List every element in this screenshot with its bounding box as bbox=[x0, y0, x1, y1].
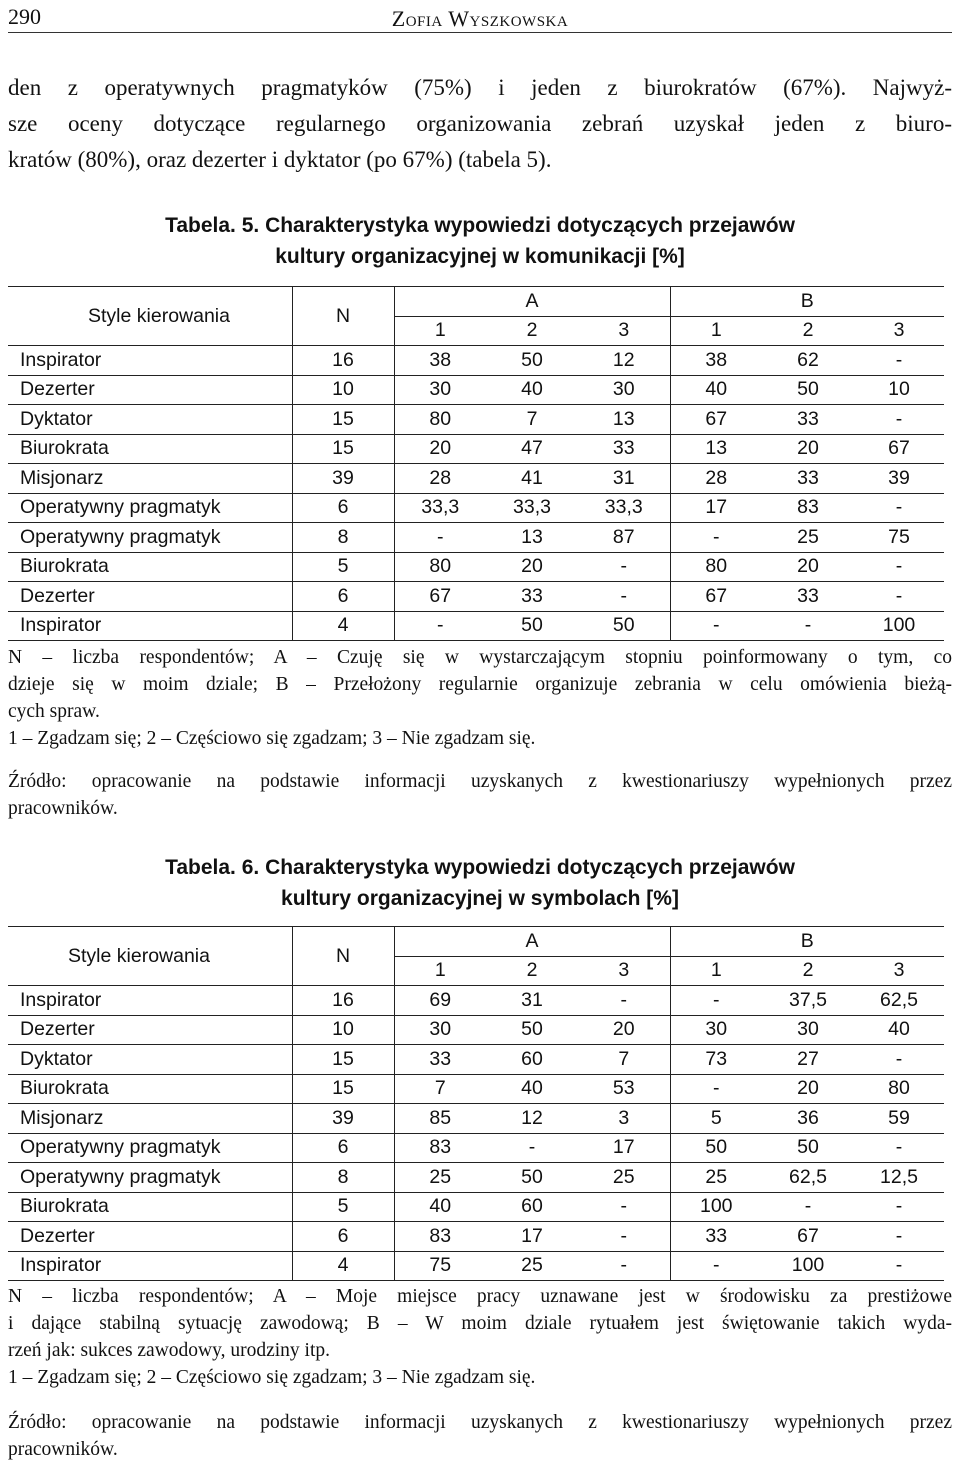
table6 bbox=[8, 926, 944, 1281]
row-cell-value: 30 bbox=[670, 1015, 762, 1045]
table6-sub: 3 bbox=[854, 956, 944, 986]
row-n-value: 8 bbox=[292, 523, 394, 553]
table6-source-line: Źródło: opracowanie na podstawie informacji uzyskanych z kwestionariuszy wypełnionych przez bbox=[8, 1412, 952, 1433]
row-cell-value: 3 bbox=[578, 1104, 670, 1134]
row-style-name: Misjonarz bbox=[8, 464, 292, 494]
row-cell-value: 53 bbox=[578, 1074, 670, 1104]
table6-caption-label: Tabela. 6. bbox=[165, 856, 260, 879]
table6-legend-line: rzeń jak: sukces zawodowy, urodziny itp. bbox=[8, 1340, 331, 1361]
row-cell-value: 40 bbox=[486, 375, 578, 405]
table6-sub: 1 bbox=[670, 956, 762, 986]
row-cell-value: 80 bbox=[670, 552, 762, 582]
row-style-name: Dezerter bbox=[8, 1222, 292, 1252]
row-cell-value: - bbox=[578, 582, 670, 612]
row-cell-value: 30 bbox=[578, 375, 670, 405]
row-cell-value: 13 bbox=[670, 434, 762, 464]
table-row bbox=[8, 611, 944, 641]
row-cell-value: 100 bbox=[854, 611, 944, 641]
row-cell-value: 67 bbox=[394, 582, 486, 612]
row-style-name: Dyktator bbox=[8, 405, 292, 435]
row-cell-value: 100 bbox=[762, 1251, 854, 1281]
table5-sub: 3 bbox=[854, 316, 944, 346]
table6-source bbox=[8, 1409, 952, 1463]
table5-caption-label: Tabela. 5. bbox=[165, 214, 260, 237]
row-cell-value: 50 bbox=[486, 1015, 578, 1045]
table-row bbox=[8, 552, 944, 582]
table5-caption-title: Charakterystyka wypowiedzi dotyczących przejawów bbox=[265, 214, 795, 237]
row-cell-value: 25 bbox=[486, 1251, 578, 1281]
row-cell-value: 30 bbox=[762, 1015, 854, 1045]
table5-sub: 3 bbox=[578, 316, 670, 346]
row-cell-value: 30 bbox=[394, 1015, 486, 1045]
row-cell-value: - bbox=[670, 986, 762, 1016]
row-cell-value: - bbox=[486, 1133, 578, 1163]
row-n-value: 10 bbox=[292, 375, 394, 405]
intro-line: den z operatywnych pragmatyków (75%) i jeden z biurokratów (67%). Najwyż- bbox=[8, 75, 952, 100]
row-cell-value: 25 bbox=[394, 1163, 486, 1193]
row-cell-value: - bbox=[854, 582, 944, 612]
table-row bbox=[8, 1015, 944, 1045]
row-cell-value: 50 bbox=[762, 1133, 854, 1163]
row-cell-value: 20 bbox=[762, 552, 854, 582]
row-n-value: 6 bbox=[292, 582, 394, 612]
table-row bbox=[8, 1074, 944, 1104]
row-style-name: Operatywny pragmatyk bbox=[8, 493, 292, 523]
table6-source-line: pracowników. bbox=[8, 1439, 118, 1460]
row-n-value: 6 bbox=[292, 493, 394, 523]
table-row bbox=[8, 464, 944, 494]
page-number: 290 bbox=[8, 4, 41, 29]
row-cell-value: - bbox=[394, 611, 486, 641]
table6-header-row bbox=[8, 927, 944, 957]
row-cell-value: 10 bbox=[854, 375, 944, 405]
row-cell-value: - bbox=[670, 523, 762, 553]
row-cell-value: 67 bbox=[762, 1222, 854, 1252]
row-cell-value: - bbox=[854, 1133, 944, 1163]
row-cell-value: 40 bbox=[854, 1015, 944, 1045]
table5-legend-line: dzieje się w moim dziale; B – Przełożony regularnie organizuje zebrania w celu omówienia bieżą- bbox=[8, 674, 952, 695]
row-cell-value: - bbox=[854, 493, 944, 523]
row-cell-value: 67 bbox=[854, 434, 944, 464]
row-cell-value: - bbox=[578, 1222, 670, 1252]
table6-sub: 1 bbox=[394, 956, 486, 986]
row-cell-value: 7 bbox=[394, 1074, 486, 1104]
row-style-name: Biurokrata bbox=[8, 1074, 292, 1104]
row-cell-value: 12 bbox=[578, 346, 670, 376]
row-cell-value: 20 bbox=[394, 434, 486, 464]
row-cell-value: 40 bbox=[486, 1074, 578, 1104]
row-style-name: Biurokrata bbox=[8, 552, 292, 582]
row-style-name: Operatywny pragmatyk bbox=[8, 523, 292, 553]
row-cell-value: 80 bbox=[854, 1074, 944, 1104]
intro-line: kratów (80%), oraz dezerter i dyktator (po 67%) (tabela 5). bbox=[8, 147, 552, 172]
row-cell-value: 80 bbox=[394, 405, 486, 435]
row-cell-value: 62,5 bbox=[762, 1163, 854, 1193]
table-row bbox=[8, 405, 944, 435]
row-cell-value: 38 bbox=[670, 346, 762, 376]
row-cell-value: 36 bbox=[762, 1104, 854, 1134]
row-style-name: Operatywny pragmatyk bbox=[8, 1133, 292, 1163]
intro-line: sze oceny dotyczące regularnego organizowania zebrań uzyskał jeden z biuro- bbox=[8, 111, 952, 136]
row-n-value: 15 bbox=[292, 405, 394, 435]
row-cell-value: - bbox=[670, 1251, 762, 1281]
row-cell-value: 50 bbox=[578, 611, 670, 641]
table5-source-line: pracowników. bbox=[8, 798, 118, 819]
row-cell-value: - bbox=[854, 1045, 944, 1075]
row-style-name: Dyktator bbox=[8, 1045, 292, 1075]
table-row bbox=[8, 1222, 944, 1252]
table6-caption-title-line2: kultury organizacyjnej w symbolach [%] bbox=[281, 887, 679, 910]
table5-source bbox=[8, 768, 952, 822]
table-row bbox=[8, 1104, 944, 1134]
row-cell-value: - bbox=[854, 552, 944, 582]
table5-source-line: Źródło: opracowanie na podstawie informacji uzyskanych z kwestionariuszy wypełnionych przez bbox=[8, 771, 952, 792]
row-cell-value: 73 bbox=[670, 1045, 762, 1075]
row-n-value: 6 bbox=[292, 1222, 394, 1252]
row-cell-value: 20 bbox=[762, 1074, 854, 1104]
row-cell-value: 37,5 bbox=[762, 986, 854, 1016]
row-cell-value: 83 bbox=[394, 1133, 486, 1163]
row-n-value: 39 bbox=[292, 464, 394, 494]
row-cell-value: 50 bbox=[762, 375, 854, 405]
table-row bbox=[8, 986, 944, 1016]
row-cell-value: 83 bbox=[394, 1222, 486, 1252]
row-n-value: 5 bbox=[292, 552, 394, 582]
table6-body bbox=[8, 986, 944, 1281]
row-cell-value: - bbox=[670, 1074, 762, 1104]
row-n-value: 39 bbox=[292, 1104, 394, 1134]
row-style-name: Dezerter bbox=[8, 375, 292, 405]
row-n-value: 6 bbox=[292, 1133, 394, 1163]
row-style-name: Misjonarz bbox=[8, 1104, 292, 1134]
row-cell-value: 47 bbox=[486, 434, 578, 464]
table6-header-a: A bbox=[394, 927, 670, 957]
table6-header-n: N bbox=[292, 927, 394, 986]
table6-legend-line: i dające stabilną sytuację zawodową; B – W moim dziale rytuałem jest świętowanie takich wyda- bbox=[8, 1313, 952, 1334]
row-cell-value: - bbox=[854, 1222, 944, 1252]
row-style-name: Inspirator bbox=[8, 1251, 292, 1281]
row-cell-value: 50 bbox=[486, 611, 578, 641]
row-cell-value: 13 bbox=[486, 523, 578, 553]
row-cell-value: 7 bbox=[486, 405, 578, 435]
table5-header-style: Style kierowania bbox=[8, 287, 292, 346]
row-cell-value: 67 bbox=[670, 582, 762, 612]
table5-caption-title-line2: kultury organizacyjnej w komunikacji [%] bbox=[275, 245, 685, 268]
row-cell-value: 59 bbox=[854, 1104, 944, 1134]
table-row bbox=[8, 1251, 944, 1281]
table6-sub: 2 bbox=[486, 956, 578, 986]
row-cell-value: 33 bbox=[394, 1045, 486, 1075]
row-cell-value: - bbox=[578, 1251, 670, 1281]
row-cell-value: 62,5 bbox=[854, 986, 944, 1016]
row-n-value: 8 bbox=[292, 1163, 394, 1193]
table5-legend-line: N – liczba respondentów; A – Czuję się w wystarczającym stopniu poinformowany o tym, co bbox=[8, 647, 952, 668]
row-style-name: Inspirator bbox=[8, 346, 292, 376]
row-cell-value: 28 bbox=[394, 464, 486, 494]
row-cell-value: - bbox=[854, 1192, 944, 1222]
row-cell-value: - bbox=[578, 1192, 670, 1222]
row-cell-value: 75 bbox=[394, 1251, 486, 1281]
row-n-value: 15 bbox=[292, 1074, 394, 1104]
table5-sub: 2 bbox=[762, 316, 854, 346]
row-n-value: 15 bbox=[292, 434, 394, 464]
row-cell-value: 30 bbox=[394, 375, 486, 405]
table6-caption-title: Charakterystyka wypowiedzi dotyczących przejawów bbox=[265, 856, 795, 879]
table5-header-a: A bbox=[394, 287, 670, 317]
row-cell-value: - bbox=[854, 346, 944, 376]
row-cell-value: 60 bbox=[486, 1045, 578, 1075]
table-row bbox=[8, 375, 944, 405]
row-cell-value: - bbox=[854, 405, 944, 435]
row-cell-value: 20 bbox=[486, 552, 578, 582]
row-cell-value: 5 bbox=[670, 1104, 762, 1134]
row-n-value: 5 bbox=[292, 1192, 394, 1222]
table6-header-b: B bbox=[670, 927, 944, 957]
page-header bbox=[8, 2, 952, 33]
row-cell-value: 80 bbox=[394, 552, 486, 582]
table5-header-n: N bbox=[292, 287, 394, 346]
row-style-name: Operatywny pragmatyk bbox=[8, 1163, 292, 1193]
table-row bbox=[8, 1133, 944, 1163]
row-cell-value: 25 bbox=[578, 1163, 670, 1193]
row-cell-value: - bbox=[670, 611, 762, 641]
row-cell-value: 33 bbox=[670, 1222, 762, 1252]
table6-legend-line: N – liczba respondentów; A – Moje miejsce pracy uznawane jest w środowisku za prestiżowe bbox=[8, 1286, 952, 1307]
table5-legend-line: cych spraw. bbox=[8, 701, 100, 722]
row-style-name: Inspirator bbox=[8, 611, 292, 641]
table6-caption bbox=[0, 852, 960, 914]
row-cell-value: 39 bbox=[854, 464, 944, 494]
table6-sub: 3 bbox=[578, 956, 670, 986]
row-cell-value: - bbox=[394, 523, 486, 553]
row-cell-value: - bbox=[762, 1192, 854, 1222]
row-cell-value: 25 bbox=[670, 1163, 762, 1193]
row-cell-value: 25 bbox=[762, 523, 854, 553]
table5-sub: 1 bbox=[670, 316, 762, 346]
table-row bbox=[8, 1192, 944, 1222]
row-cell-value: 27 bbox=[762, 1045, 854, 1075]
row-n-value: 15 bbox=[292, 1045, 394, 1075]
row-cell-value: 33 bbox=[578, 434, 670, 464]
row-cell-value: 33 bbox=[762, 464, 854, 494]
row-cell-value: 40 bbox=[394, 1192, 486, 1222]
row-cell-value: 85 bbox=[394, 1104, 486, 1134]
row-n-value: 4 bbox=[292, 611, 394, 641]
table5-header-row bbox=[8, 287, 944, 317]
row-style-name: Dezerter bbox=[8, 1015, 292, 1045]
row-cell-value: 33,3 bbox=[578, 493, 670, 523]
row-cell-value: 33,3 bbox=[486, 493, 578, 523]
table5-body bbox=[8, 346, 944, 641]
row-n-value: 16 bbox=[292, 986, 394, 1016]
row-cell-value: 33 bbox=[762, 405, 854, 435]
row-cell-value: 40 bbox=[670, 375, 762, 405]
row-cell-value: 75 bbox=[854, 523, 944, 553]
row-cell-value: 87 bbox=[578, 523, 670, 553]
row-cell-value: 20 bbox=[762, 434, 854, 464]
row-cell-value: 17 bbox=[670, 493, 762, 523]
table-row bbox=[8, 1045, 944, 1075]
row-cell-value: 67 bbox=[670, 405, 762, 435]
table-row bbox=[8, 1163, 944, 1193]
row-cell-value: 69 bbox=[394, 986, 486, 1016]
row-cell-value: 100 bbox=[670, 1192, 762, 1222]
table-row bbox=[8, 523, 944, 553]
row-cell-value: 50 bbox=[670, 1133, 762, 1163]
table6-header-style: Style kierowania bbox=[8, 927, 292, 986]
row-cell-value: - bbox=[578, 552, 670, 582]
row-cell-value: 31 bbox=[578, 464, 670, 494]
row-cell-value: - bbox=[854, 1251, 944, 1281]
table6-sub: 2 bbox=[762, 956, 854, 986]
row-style-name: Biurokrata bbox=[8, 434, 292, 464]
row-cell-value: 17 bbox=[578, 1133, 670, 1163]
row-cell-value: 17 bbox=[486, 1222, 578, 1252]
table-row bbox=[8, 493, 944, 523]
row-cell-value: 62 bbox=[762, 346, 854, 376]
row-cell-value: 12 bbox=[486, 1104, 578, 1134]
table5 bbox=[8, 286, 944, 641]
row-style-name: Biurokrata bbox=[8, 1192, 292, 1222]
table6-scale: 1 – Zgadzam się; 2 – Częściowo się zgadzam; 3 – Nie zgadzam się. bbox=[8, 1367, 536, 1388]
row-cell-value: 31 bbox=[486, 986, 578, 1016]
row-cell-value: 50 bbox=[486, 1163, 578, 1193]
table5-legend bbox=[8, 644, 952, 752]
row-cell-value: - bbox=[762, 611, 854, 641]
row-cell-value: 28 bbox=[670, 464, 762, 494]
row-n-value: 10 bbox=[292, 1015, 394, 1045]
table6-legend bbox=[8, 1283, 952, 1391]
table-row bbox=[8, 434, 944, 464]
row-cell-value: 33,3 bbox=[394, 493, 486, 523]
row-cell-value: 33 bbox=[762, 582, 854, 612]
row-cell-value: 7 bbox=[578, 1045, 670, 1075]
running-head: Zofia Wyszkowska bbox=[391, 6, 569, 31]
table-row bbox=[8, 346, 944, 376]
table5-sub: 1 bbox=[394, 316, 486, 346]
row-style-name: Inspirator bbox=[8, 986, 292, 1016]
row-cell-value: 50 bbox=[486, 346, 578, 376]
table5-scale: 1 – Zgadzam się; 2 – Częściowo się zgadzam; 3 – Nie zgadzam się. bbox=[8, 728, 536, 749]
row-cell-value: 60 bbox=[486, 1192, 578, 1222]
intro-paragraph bbox=[8, 70, 952, 178]
table5-header-b: B bbox=[670, 287, 944, 317]
row-n-value: 4 bbox=[292, 1251, 394, 1281]
table-row bbox=[8, 582, 944, 612]
row-n-value: 16 bbox=[292, 346, 394, 376]
row-style-name: Dezerter bbox=[8, 582, 292, 612]
row-cell-value: 33 bbox=[486, 582, 578, 612]
row-cell-value: 12,5 bbox=[854, 1163, 944, 1193]
table5-caption bbox=[0, 210, 960, 272]
row-cell-value: 41 bbox=[486, 464, 578, 494]
row-cell-value: 20 bbox=[578, 1015, 670, 1045]
row-cell-value: 13 bbox=[578, 405, 670, 435]
row-cell-value: - bbox=[578, 986, 670, 1016]
row-cell-value: 38 bbox=[394, 346, 486, 376]
table5-sub: 2 bbox=[486, 316, 578, 346]
row-cell-value: 83 bbox=[762, 493, 854, 523]
